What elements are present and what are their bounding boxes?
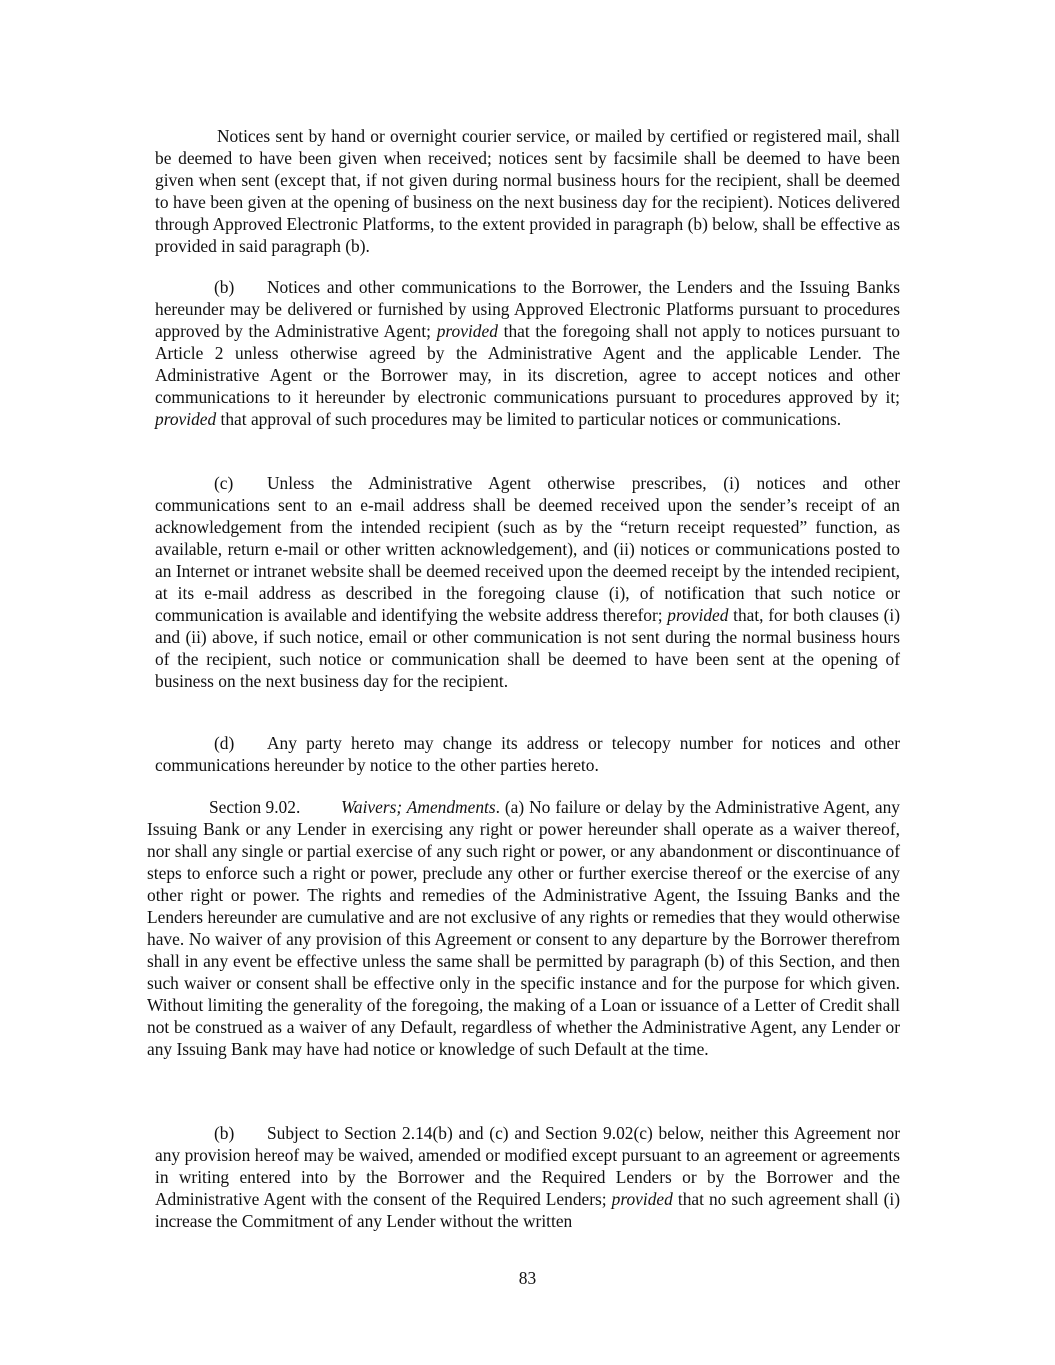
emphasis-provided: provided — [667, 605, 729, 625]
paragraph-label: (b) — [214, 277, 235, 297]
section-heading: Waivers; Amendments — [341, 797, 496, 817]
paragraph-text: Any party hereto may change its address or telecopy number for notices and other communications hereunder by notice to the other parties hereto. — [155, 733, 900, 775]
emphasis-provided: provided — [611, 1189, 673, 1209]
paragraph-notices-continued — [155, 125, 900, 257]
paragraph-label: (b) — [214, 1123, 235, 1143]
page-number: 83 — [518, 1268, 537, 1288]
paragraph-c-email-receipt — [155, 472, 900, 692]
paragraph-text: Unless the Administrative Agent otherwise prescribes, (i) notices and other communications sent to an e-mail address shall be deemed received upon the sender’s receipt of an acknowledgement from the intended recipient (such as by the “return receipt requested” function, as available, return e-mail or other written acknowledgement), and (ii) notices or communications posted to an Internet or intranet website shall be deemed received upon the deemed receipt by the intended recipient, at its e-mail address as described in the foregoing clause (i), of notification that such notice or communication is available and identifying the website address therefor; — [155, 473, 900, 625]
paragraph-d-change-address — [155, 732, 900, 776]
paragraph-text: Subject to Section 2.14(b) and (c) and Section 9.02(c) below, neither this Agreement nor any provision hereof may be waived, amended or modified except pursuant to an agreement or agreements in writing entered into by the Borrower and the Required Lenders or by the Borrower and the Administrative Agent with the consent of the Required Lenders; — [155, 1123, 900, 1209]
paragraph-text: Notices and other communications to the Borrower, the Lenders and the Issuing Banks hereunder may be delivered or furnished by using Approved Electronic Platforms pursuant to procedures approved by the Administrative Agent; — [155, 277, 900, 341]
paragraph-text: . (a) No failure or delay by the Administrative Agent, any Issuing Bank or any Lender in exercising any right or power hereunder shall operate as a waiver thereof, nor shall any single or partial exercise of any such right or power, or any abandonment or discontinuance of steps to enforce such a right or power, preclude any other or further exercise thereof or the exercise of any other right or power. The rights and remedies of the Administrative Agent, the Issuing Banks and the Lenders hereunder are cumulative and are not exclusive of any rights or remedies that they would otherwise have. No waiver of any provision of this Agreement or consent to any departure by the Borrower therefrom shall in any event be effective unless the same shall be permitted by paragraph (b) of this Section, and then such waiver or consent shall be effective only in the specific instance and for the purpose for which given. Without limiting the generality of the foregoing, the making of a Loan or issuance of a Letter of Credit shall not be construed as a waiver of any Default, regardless of whether the Administrative Agent, any Lender or any Issuing Bank may have had notice or knowledge of such Default at the time. — [147, 797, 900, 1059]
paragraph-text: that no such agreement shall (i) increase the Commitment of any Lender without the written — [155, 1189, 901, 1231]
emphasis-provided: provided — [155, 409, 217, 429]
paragraph-9-02-b-amendments — [155, 1122, 900, 1232]
paragraph-text: that approval of such procedures may be limited to particular notices or communications. — [216, 409, 842, 429]
emphasis-provided: provided — [436, 321, 498, 341]
paragraph-text: Notices sent by hand or overnight courier service, or mailed by certified or registered mail, shall be deemed to have been given when received; notices sent by facsimile shall be deemed to have been given when sent (except that, if not given during normal business hours for the recipient, shall be deemed to have been given at the opening of business on the next business day for the recipient). Notices delivered through Approved Electronic Platforms, to the extent provided in paragraph (b) below, shall be effective as provided in said paragraph (b). — [155, 126, 900, 256]
paragraph-label: (c) — [214, 473, 234, 493]
paragraph-text: that the foregoing shall not apply to notices pursuant to Article 2 unless otherwise agreed by the Administrative Agent and the applicable Lender. The Administrative Agent or the Borrower may, in its discretion, agree to accept notices and other communications to it hereunder by electronic communications pursuant to procedures approved by it; — [155, 321, 900, 407]
paragraph-b-electronic-platforms — [155, 276, 900, 430]
paragraph-text: that, for both clauses (i) and (ii) above, if such notice, email or other communication is not sent during the normal business hours of the recipient, such notice or communication shall be deemed to have been sent at the opening of business on the next business day for the recipient. — [155, 605, 900, 691]
section-number: Section 9.02. — [209, 797, 301, 817]
paragraph-label: (d) — [214, 733, 235, 753]
section-9-02-waivers — [147, 796, 900, 1060]
